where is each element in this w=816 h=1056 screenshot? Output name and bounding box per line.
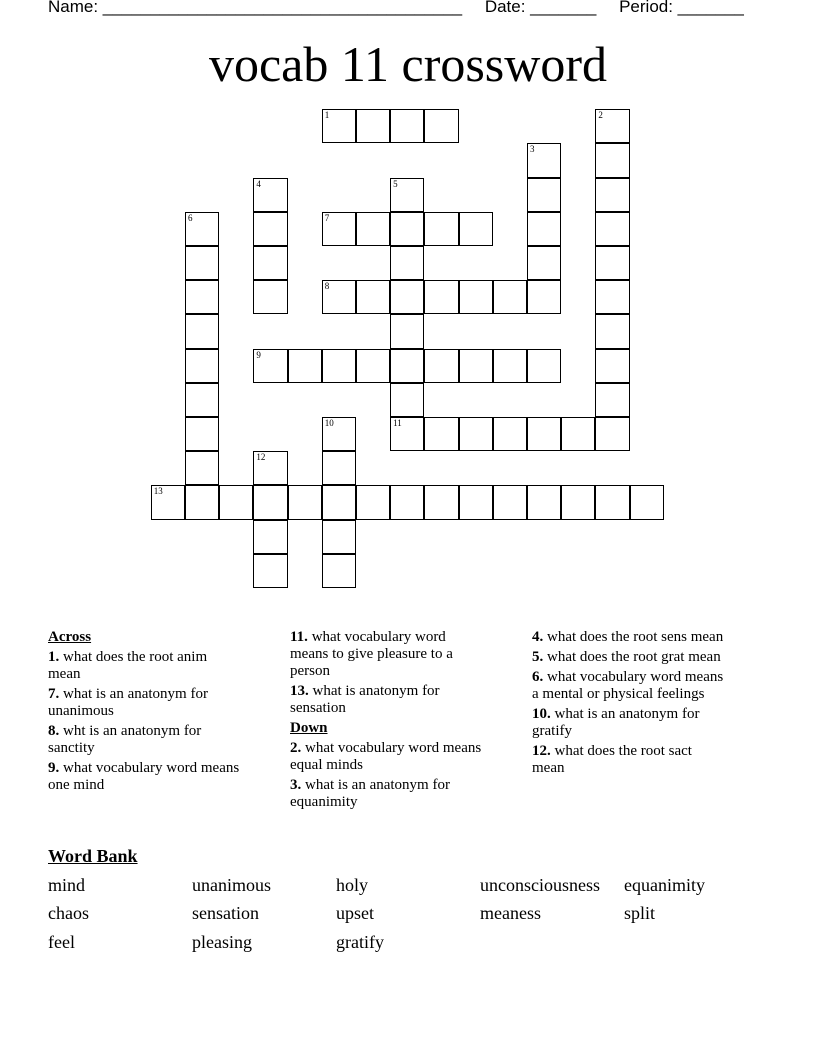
crossword-cell[interactable]	[595, 246, 629, 280]
crossword-cell[interactable]	[595, 143, 629, 177]
crossword-cell[interactable]	[424, 485, 458, 519]
word-bank-item: gratify	[336, 932, 384, 952]
crossword-cell[interactable]	[288, 349, 322, 383]
clue-number: 2	[598, 110, 603, 121]
word-bank-item: chaos	[48, 903, 89, 923]
crossword-cell[interactable]	[322, 554, 356, 588]
crossword-cell[interactable]	[322, 417, 356, 451]
crossword-cell[interactable]	[356, 280, 390, 314]
crossword-cell[interactable]	[356, 109, 390, 143]
crossword-cell[interactable]	[424, 280, 458, 314]
clue-down-3: 3. what is an anatonym for equanimity	[290, 777, 450, 810]
crossword-cell[interactable]	[459, 485, 493, 519]
clue-number: 3	[529, 144, 535, 155]
down-heading: Down	[290, 720, 328, 736]
clue-across-7: 7. what is an anatonym for unanimous	[48, 686, 208, 719]
crossword-cell[interactable]	[185, 349, 219, 383]
crossword-cell[interactable]	[253, 451, 287, 485]
crossword-cell[interactable]	[356, 349, 390, 383]
crossword-cell[interactable]	[390, 417, 424, 451]
clue-down-10: 10. what is an anatonym for gratify	[532, 706, 700, 739]
crossword-cell[interactable]	[424, 212, 458, 246]
crossword-cell[interactable]	[493, 485, 527, 519]
name-field[interactable]: Name: ______________________________________	[48, 0, 463, 16]
crossword-cell[interactable]	[185, 280, 219, 314]
clue-number: 10	[324, 418, 334, 429]
clue-across-8: 8. wht is an anatonym for sanctity	[48, 723, 202, 756]
date-field[interactable]: Date: _______	[484, 0, 597, 16]
clue-across-9: 9. what vocabulary word means one mind	[48, 760, 240, 793]
crossword-cell[interactable]	[424, 109, 458, 143]
clue-number: 7	[324, 212, 330, 223]
crossword-cell[interactable]	[390, 349, 424, 383]
page-title: vocab 11 crossword	[208, 36, 608, 92]
crossword-cell[interactable]	[185, 246, 219, 280]
clue-down-2: 2. what vocabulary word means equal minds	[290, 740, 482, 773]
word-bank-item: feel	[48, 932, 75, 952]
word-bank-item: split	[624, 903, 656, 923]
clue-across-11: 11. what vocabulary word means to give pleasure to a person	[290, 629, 453, 679]
crossword-cell[interactable]	[595, 314, 629, 348]
crossword-cell[interactable]	[459, 280, 493, 314]
crossword-cell[interactable]	[561, 417, 595, 451]
crossword-cell[interactable]	[253, 280, 287, 314]
crossword-cell[interactable]	[322, 109, 356, 143]
crossword-cell[interactable]	[493, 349, 527, 383]
crossword-cell[interactable]	[288, 485, 322, 519]
clues-column-1	[48, 629, 243, 797]
word-bank-item: holy	[336, 875, 369, 895]
crossword-cell[interactable]	[527, 143, 561, 177]
crossword-cell[interactable]	[322, 280, 356, 314]
clue-number: 5	[393, 178, 398, 189]
crossword-cell[interactable]	[630, 485, 664, 519]
clue-number: 8	[324, 281, 330, 292]
clue-number: 1	[324, 110, 330, 121]
word-bank-item: sensation	[192, 903, 259, 923]
crossword-cell[interactable]	[390, 280, 424, 314]
crossword-cell[interactable]	[185, 417, 219, 451]
word-bank-item: pleasing	[192, 932, 252, 952]
crossword-cell[interactable]	[595, 417, 629, 451]
crossword-cell[interactable]	[390, 178, 424, 212]
crossword-cell[interactable]	[185, 212, 219, 246]
clue-number: 11	[393, 418, 402, 429]
across-heading: Across	[48, 629, 92, 645]
word-bank-item: unconsciousness	[480, 875, 600, 895]
crossword-cell[interactable]	[185, 383, 219, 417]
word-bank-item: unanimous	[192, 875, 271, 895]
clue-across-13: 13. what is anatonym for sensation	[290, 683, 440, 716]
crossword-cell[interactable]	[493, 280, 527, 314]
crossword-cell[interactable]	[322, 212, 356, 246]
crossword-cell[interactable]	[185, 314, 219, 348]
crossword-cell[interactable]	[390, 485, 424, 519]
crossword-cell[interactable]	[527, 246, 561, 280]
crossword-cell[interactable]	[527, 417, 561, 451]
crossword-cell[interactable]	[527, 349, 561, 383]
crossword-cell[interactable]	[253, 178, 287, 212]
clue-down-5: 5. what does the root grat mean	[532, 649, 721, 665]
crossword-cell[interactable]	[356, 212, 390, 246]
clue-number: 12	[256, 452, 266, 463]
word-bank-item: equanimity	[624, 875, 705, 895]
clue-number: 4	[256, 178, 261, 189]
crossword-cell[interactable]	[253, 212, 287, 246]
crossword-cell[interactable]	[459, 212, 493, 246]
crossword-cell[interactable]	[595, 383, 629, 417]
crossword-cell[interactable]	[595, 485, 629, 519]
clue-down-4: 4. what does the root sens mean	[532, 629, 724, 645]
crossword-cell[interactable]	[253, 554, 287, 588]
crossword-cell[interactable]	[253, 520, 287, 554]
crossword-cell[interactable]	[459, 349, 493, 383]
crossword-cell[interactable]	[595, 178, 629, 212]
clue-number: 13	[153, 486, 163, 497]
crossword-cell[interactable]	[390, 109, 424, 143]
crossword-cell[interactable]	[322, 451, 356, 485]
crossword-cell[interactable]	[253, 246, 287, 280]
crossword-cell[interactable]	[527, 485, 561, 519]
crossword-cell[interactable]	[595, 280, 629, 314]
word-bank-title: Word Bank	[48, 846, 138, 866]
crossword-cell[interactable]	[185, 485, 219, 519]
crossword-cell[interactable]	[424, 417, 458, 451]
crossword-cell[interactable]	[322, 485, 356, 519]
crossword-cell[interactable]	[527, 212, 561, 246]
crossword-cell[interactable]	[390, 246, 424, 280]
crossword-cell[interactable]	[527, 280, 561, 314]
crossword-cell[interactable]	[219, 485, 253, 519]
clue-across-1: 1. what does the root anim mean	[48, 649, 208, 682]
crossword-cell[interactable]	[151, 485, 185, 519]
word-bank-item: meaness	[480, 903, 541, 923]
crossword-cell[interactable]	[390, 383, 424, 417]
word-bank-item: upset	[336, 903, 374, 923]
word-bank-item: mind	[48, 875, 86, 895]
crossword-cell[interactable]	[561, 485, 595, 519]
crossword-cell[interactable]	[185, 451, 219, 485]
crossword-cell[interactable]	[595, 212, 629, 246]
crossword-cell[interactable]	[390, 212, 424, 246]
clues-column-2	[290, 629, 485, 814]
crossword-cell[interactable]	[424, 349, 458, 383]
clues-column-3	[532, 629, 727, 780]
crossword-cell[interactable]	[527, 178, 561, 212]
clue-down-6: 6. what vocabulary word means a mental or physical feelings	[532, 669, 724, 702]
period-field[interactable]: Period: _______	[619, 0, 744, 16]
clue-number: 6	[187, 212, 193, 223]
crossword-cell[interactable]	[253, 349, 287, 383]
crossword-cell[interactable]	[253, 485, 287, 519]
clue-number: 9	[256, 349, 261, 360]
crossword-cell[interactable]	[390, 314, 424, 348]
crossword-cell[interactable]	[595, 349, 629, 383]
crossword-cell[interactable]	[322, 520, 356, 554]
crossword-cell[interactable]	[459, 417, 493, 451]
crossword-cell[interactable]	[493, 417, 527, 451]
crossword-cell[interactable]	[356, 485, 390, 519]
crossword-cell[interactable]	[322, 349, 356, 383]
crossword-cell[interactable]	[595, 109, 629, 143]
clue-down-12: 12. what does the root sact mean	[532, 743, 692, 776]
